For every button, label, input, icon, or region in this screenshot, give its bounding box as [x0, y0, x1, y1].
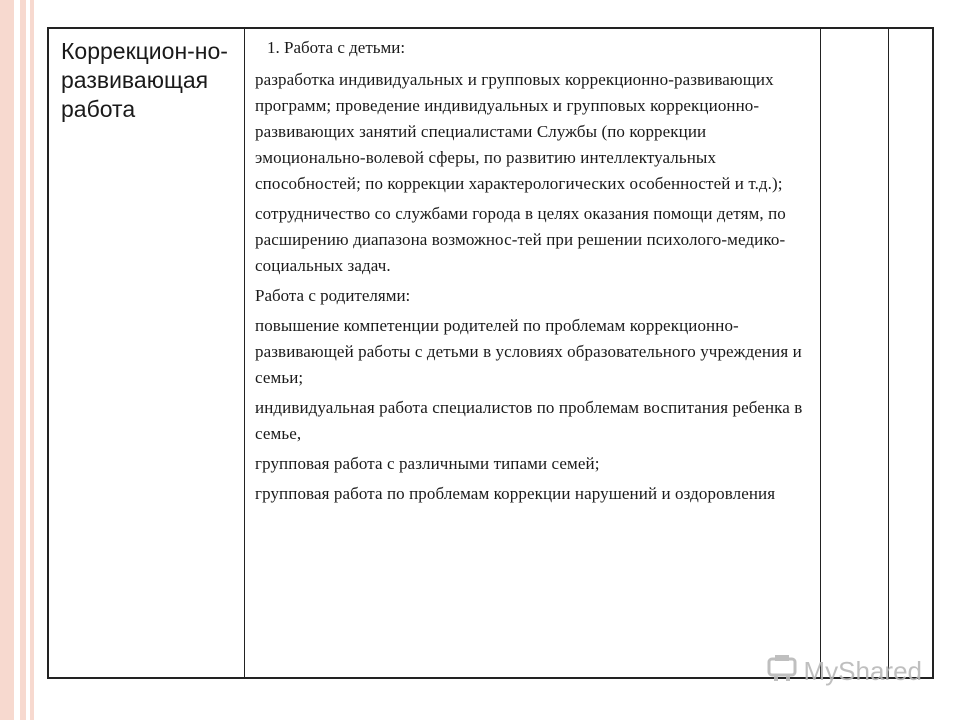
parents-item: повышение компетенции родителей по проблемам коррекционно-развивающей работы с детьми в условиях образовательного учреждения и семьи; — [255, 316, 802, 387]
parents-item: групповая работа по проблемам коррекции нарушений и оздоровления — [255, 484, 776, 503]
parents-heading: Работа с родителями: — [255, 286, 411, 305]
decor-stripe-2 — [20, 0, 26, 720]
row-label: Коррекцион-но-развивающая работа — [61, 38, 228, 123]
row-label-cell — [49, 29, 245, 677]
children-item: разработка индивидуальных и групповых коррекционно-развивающих программ; проведение индивидуальных и групповых коррекционно-развивающих занятий специалистами Службы (по коррекции эмоционально-волевой сферы, по развитию интеллектуальных способностей; по коррекции характерологических особенностей и т.д.); — [255, 70, 783, 193]
empty-cell-1 — [821, 29, 889, 677]
watermark-text: MyShared — [803, 656, 922, 686]
decor-stripe-3 — [30, 0, 34, 720]
watermark — [766, 653, 923, 690]
empty-cell-2 — [889, 29, 932, 677]
decor-stripe-1 — [0, 0, 14, 720]
content-table — [47, 27, 934, 679]
children-item: сотрудничество со службами города в целях оказания помощи детям, по расширению диапазона возможнос-тей при решении психолого-медико-социальных задач. — [255, 204, 786, 275]
parents-item: индивидуальная работа специалистов по проблемам воспитания ребенка в семье, — [255, 398, 803, 443]
parents-item: групповая работа с различными типами семей; — [255, 454, 600, 473]
myshared-logo-icon — [766, 653, 804, 690]
children-heading: 1. Работа с детьми: — [267, 38, 406, 57]
content-cell — [245, 29, 821, 677]
